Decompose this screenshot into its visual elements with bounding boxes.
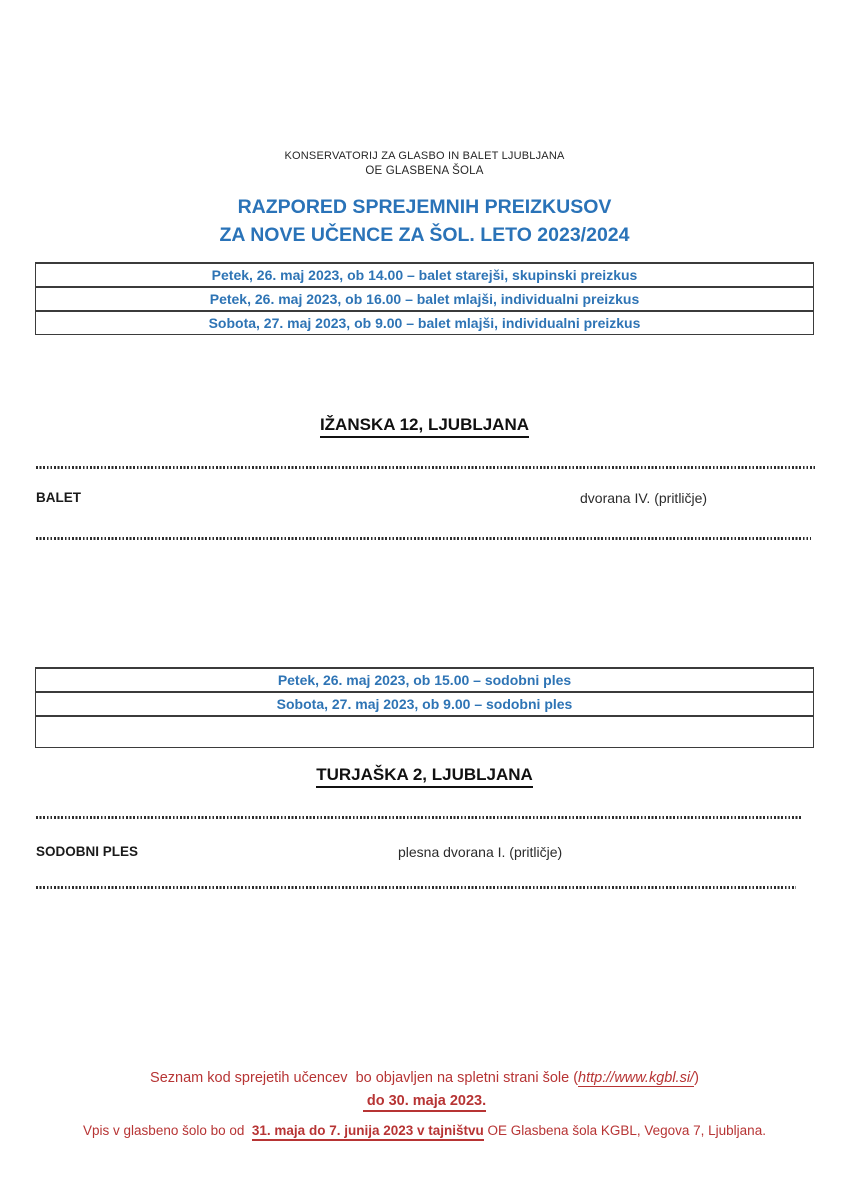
enrollment-notice-line: [0, 1123, 849, 1138]
sodobni-ples-room: plesna dvorana I. (pritličje): [398, 844, 563, 860]
page-title-line1: RAZPORED SPREJEMNIH PREIZKUSOV: [237, 196, 612, 218]
organization-name: KONSERVATORIJ ZA GLASBO IN BALET LJUBLJANA: [284, 150, 565, 162]
results-notice-text: Seznam kod sprejetih učencev bo objavljen na spletni strani šole (: [150, 1070, 579, 1086]
results-notice-closing: ): [694, 1070, 699, 1086]
enrollment-dates: 31. maja do 7. junija 2023 v tajništvu: [252, 1123, 484, 1141]
sodobni-ples-label: SODOBNI PLES: [36, 844, 139, 859]
location-heading-text: TURJAŠKA 2, LJUBLJANA: [316, 765, 533, 788]
dotted-divider: [36, 886, 796, 889]
results-deadline-text: do 30. maja 2023.: [363, 1093, 486, 1112]
dotted-divider: [36, 466, 815, 469]
results-notice-line: [0, 1070, 849, 1086]
organization-unit: OE GLASBENA ŠOLA: [365, 165, 484, 177]
page-title: [0, 193, 849, 249]
table-row: Petek, 26. maj 2023, ob 15.00 – sodobni ples: [36, 669, 813, 693]
location-heading-turjaska: [0, 765, 849, 788]
enrollment-prefix: Vpis v glasbeno šolo bo od: [83, 1123, 252, 1138]
ballet-room: dvorana IV. (pritličje): [580, 490, 708, 506]
ballet-schedule-table: [35, 262, 814, 335]
results-deadline-line: [0, 1093, 849, 1109]
dance-schedule-table: [35, 667, 814, 748]
ballet-label: BALET: [36, 490, 81, 505]
table-row-empty: [36, 717, 813, 747]
location-heading-text: IŽANSKA 12, LJUBLJANA: [320, 415, 529, 438]
dance-room-row: [35, 844, 814, 862]
school-website-link[interactable]: http://www.kgbl.si/: [578, 1070, 695, 1086]
table-row: Petek, 26. maj 2023, ob 16.00 – balet mlajši, individualni preizkus: [36, 288, 813, 312]
ballet-room-row: [35, 490, 814, 508]
table-row: Sobota, 27. maj 2023, ob 9.00 – balet mlajši, individualni preizkus: [208, 315, 641, 331]
dotted-divider: [36, 816, 802, 819]
location-heading-izanska: [0, 415, 849, 438]
page-title-line2: ZA NOVE UČENCE ZA ŠOL. LETO 2023/2024: [219, 224, 630, 246]
dotted-divider: [36, 537, 811, 540]
table-row: Sobota, 27. maj 2023, ob 9.00 – sodobni ples: [36, 693, 813, 717]
enrollment-suffix: OE Glasbena šola KGBL, Vegova 7, Ljubljana.: [483, 1123, 766, 1138]
table-row: Petek, 26. maj 2023, ob 14.00 – balet starejši, skupinski preizkus: [36, 264, 813, 288]
